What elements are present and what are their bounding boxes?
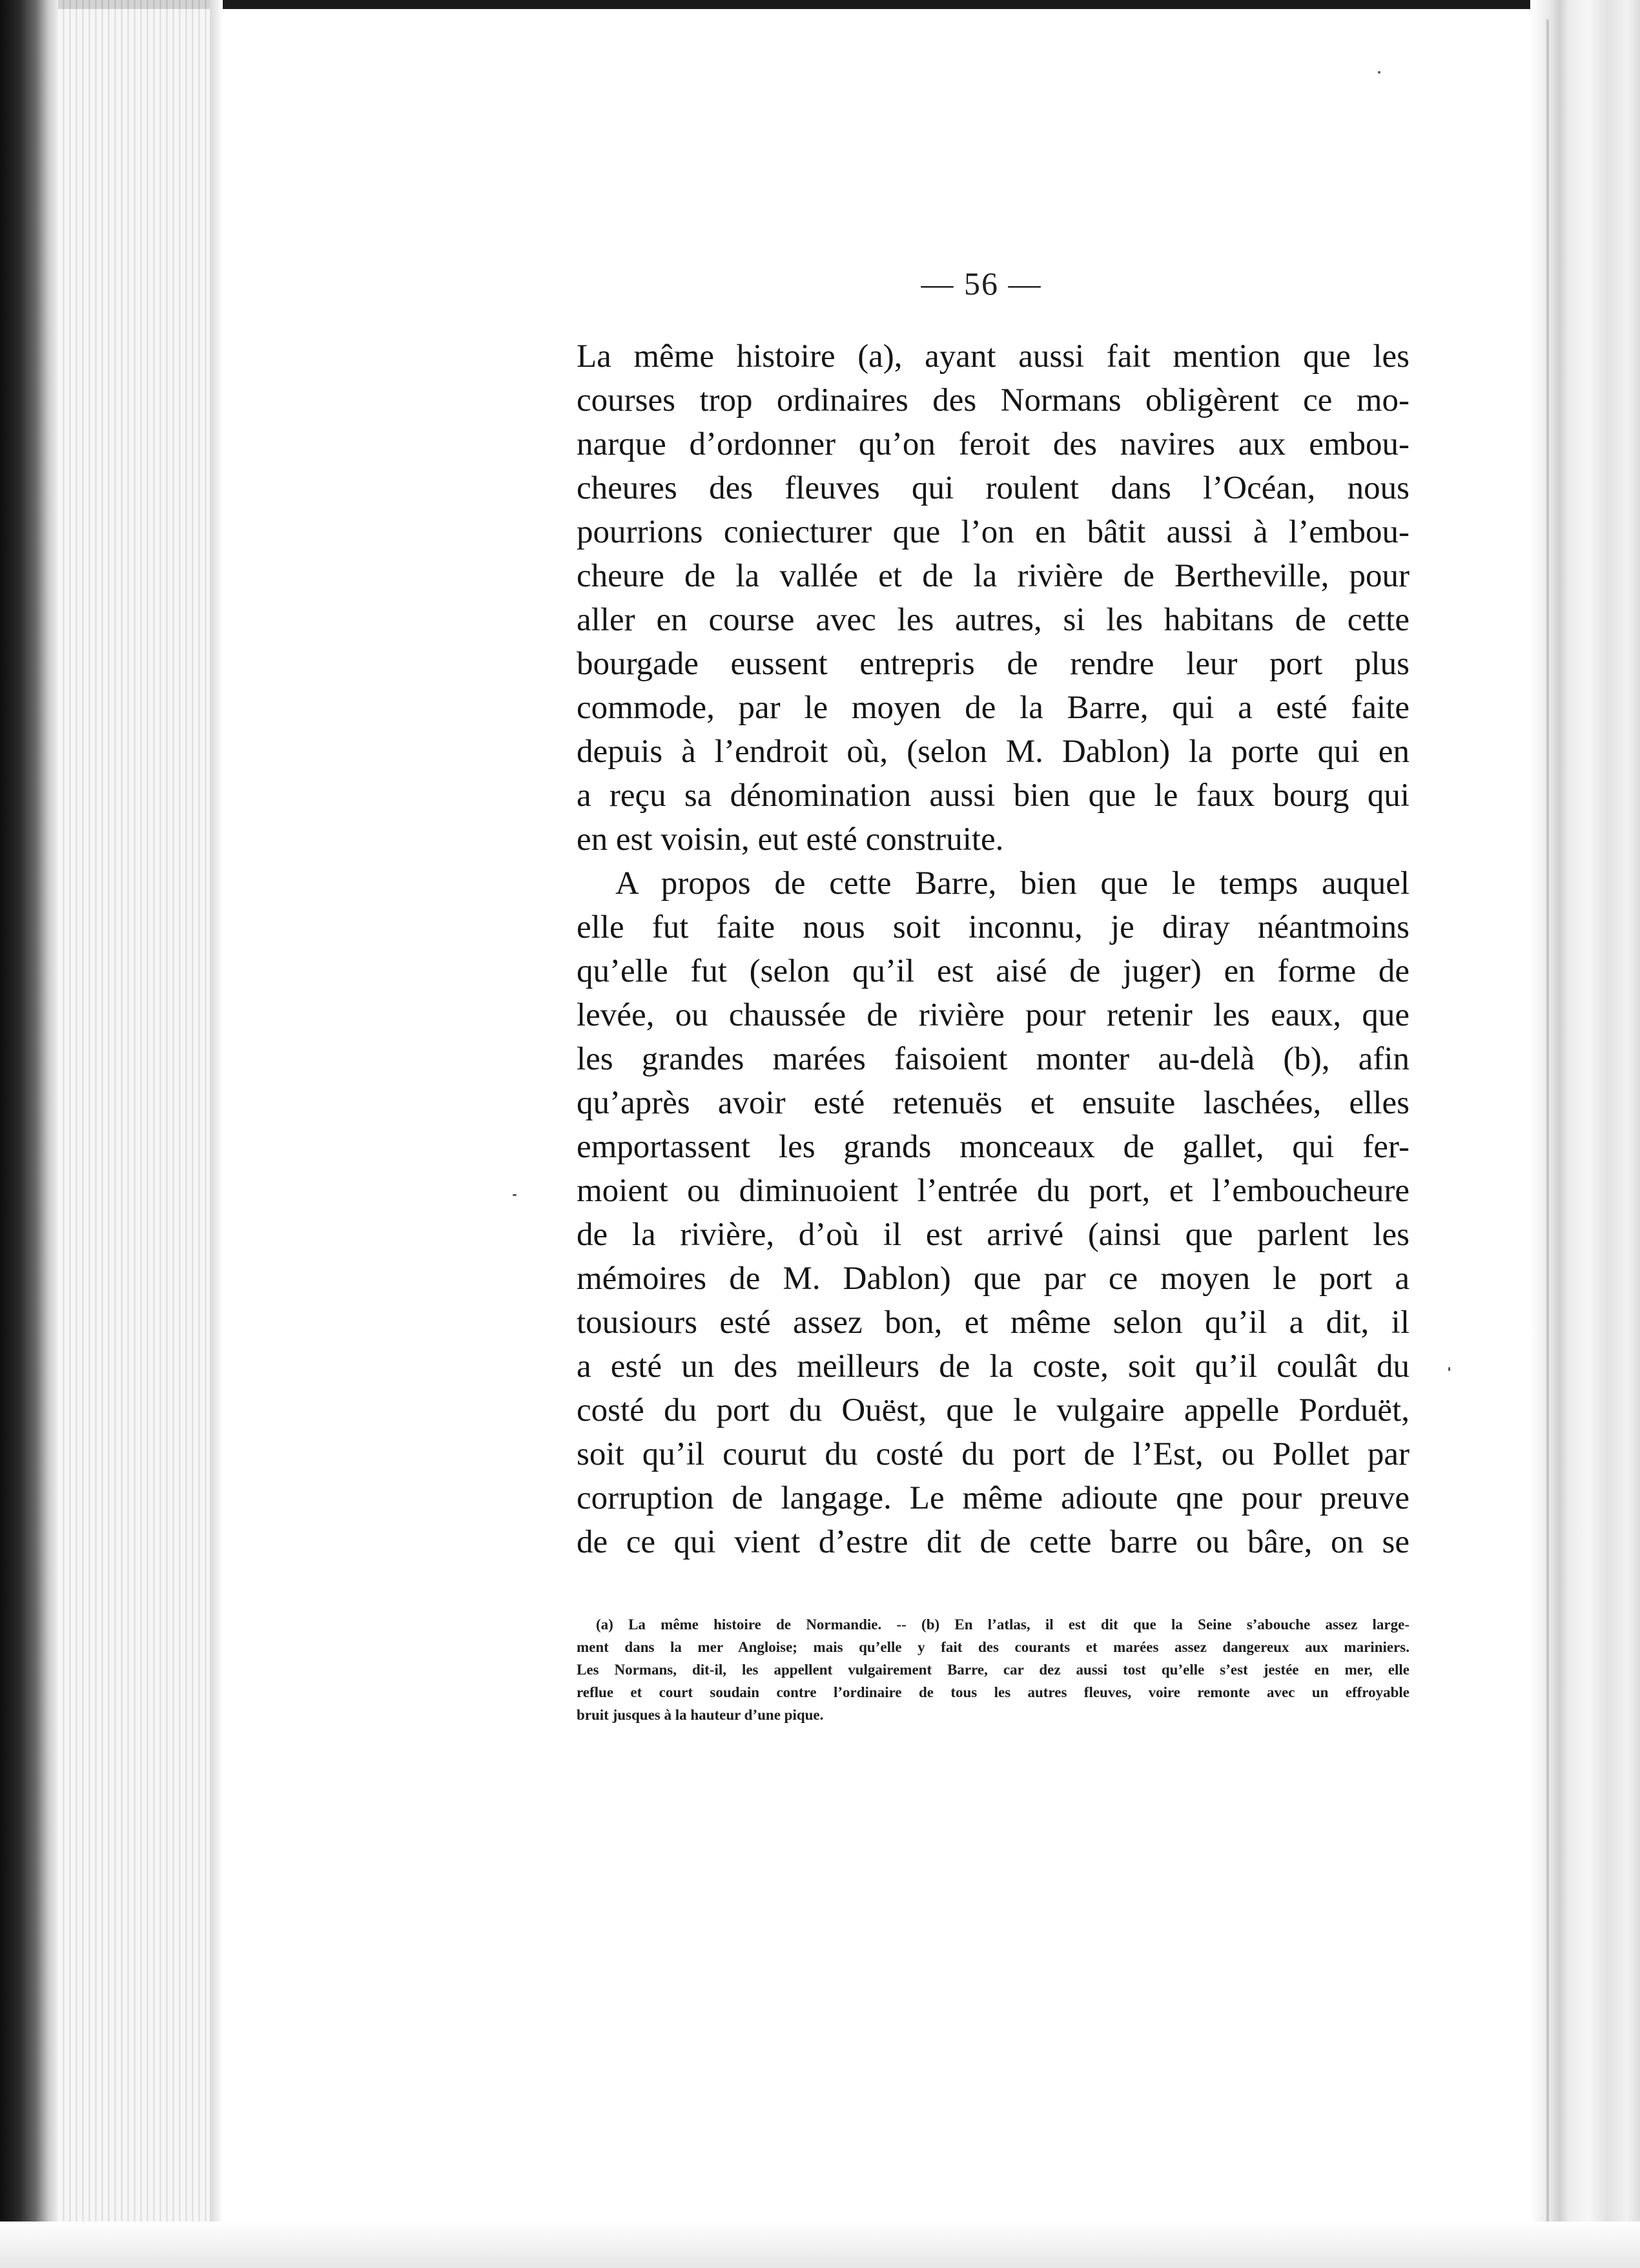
- scanner-border: [0, 0, 1640, 9]
- text-line: emportassent les grands monceaux de gallet, qui fer-: [577, 1129, 1409, 1165]
- footnote-line: reflue et court soudain contre l’ordinaire de tous les autres fleuves, voire remonte avec un effroyable: [577, 1684, 1409, 1700]
- page-number: — 56 —: [921, 265, 1042, 302]
- footnote-line: bruit jusques à la hauteur d’une pique.: [577, 1707, 824, 1723]
- text-line: qu’après avoir esté retenuës et ensuite laschées, elles: [577, 1085, 1409, 1121]
- text-line: soit qu’il courut du costé du port de l’Est, ou Pollet par: [577, 1436, 1409, 1472]
- text-line: moient ou diminuoient l’entrée du port, et l’embouchеure: [577, 1173, 1409, 1209]
- text-line: La même histoire (a), ayant aussi fait mention que les: [577, 338, 1409, 375]
- text-line: depuis à l’endroit où, (selon M. Dablon) la porte qui en: [577, 734, 1409, 770]
- page-edges-left: [58, 0, 210, 2268]
- text-line: bourgade eussent entrepris de rendre leur port plus: [577, 646, 1409, 682]
- text-line: levée, ou chaussée de rivière pour retenir les eaux, que: [577, 997, 1409, 1033]
- footnote-line: ment dans la mer Angloise; mais qu’elle y fait des courants et marées assez dangereux aux mariniers.: [577, 1639, 1409, 1655]
- text-line: courses trop ordinaires des Normans obligèrent ce mo-: [577, 382, 1409, 418]
- text-line: a reçu sa dénomination aussi bien que le faux bourg qui: [577, 778, 1409, 814]
- text-line: pourrions coniecturer que l’on en bâtit aussi à l’embou-: [577, 514, 1409, 550]
- text-line: aller en course avec les autres, si les habitans de cette: [577, 602, 1409, 638]
- footnote-line: Les Normans, dit-il, les appellent vulgairement Barre, car dez aussi tost qu’elle s’est jestée en mer, elle: [577, 1662, 1409, 1678]
- text-line: commode, par le moyen de la Barre, qui a esté faite: [577, 690, 1409, 726]
- body-text: [577, 335, 1409, 1564]
- text-line: de ce qui vient d’estre dit de cette barre ou bâre, on se: [577, 1524, 1409, 1560]
- text-line: elle fut faite nous soit inconnu, je diray néantmoins: [577, 909, 1409, 945]
- footnote-line: (a) La même histoire de Normandie. -- (b) En l’atlas, il est dit que la Seine s’abouche assez large-: [596, 1616, 1409, 1633]
- text-line: cheure de la vallée et de la rivière de Bertheville, pour: [577, 558, 1409, 594]
- page-edge-fade: [210, 0, 223, 2268]
- page-edge-bottom: [0, 2222, 1640, 2268]
- text-line: les grandes marées faisoient monter au-delà (b), afin: [577, 1041, 1409, 1077]
- text-line: narque d’ordonner qu’on feroit des navires aux embou-: [577, 426, 1409, 462]
- text-line: qu’elle fut (selon qu’il est aisé de juger) en forme de: [577, 953, 1409, 989]
- text-line: en est voisin, eut esté construite.: [577, 821, 1004, 858]
- page-edge-line: [1546, 19, 1549, 2241]
- scan-speck: [1448, 1367, 1450, 1371]
- text-line: A propos de cette Barre, bien que le temps auquel: [615, 865, 1409, 902]
- text-line: tousiours esté assez bon, et même selon qu’il a dit, il: [577, 1304, 1409, 1341]
- text-line: cheures des fleuves qui roulent dans l’Océan, nous: [577, 470, 1409, 506]
- text-line: mémoires de M. Dablon) que par ce moyen le port a: [577, 1261, 1409, 1297]
- text-line: a esté un des meilleurs de la coste, soit qu’il coulât du: [577, 1348, 1409, 1385]
- scan-speck: [1378, 71, 1380, 74]
- scan-speck: [513, 1194, 517, 1196]
- text-line: costé du port du Ouëst, que le vulgaire appelle Porduët,: [577, 1392, 1409, 1428]
- text-line: corruption de langage. Le même adioute qne pour preuve: [577, 1480, 1409, 1516]
- book-spine-shadow: [0, 0, 58, 2268]
- footnotes: [577, 1613, 1409, 1726]
- text-line: de la rivière, d’où il est arrivé (ainsi que parlent les: [577, 1217, 1409, 1253]
